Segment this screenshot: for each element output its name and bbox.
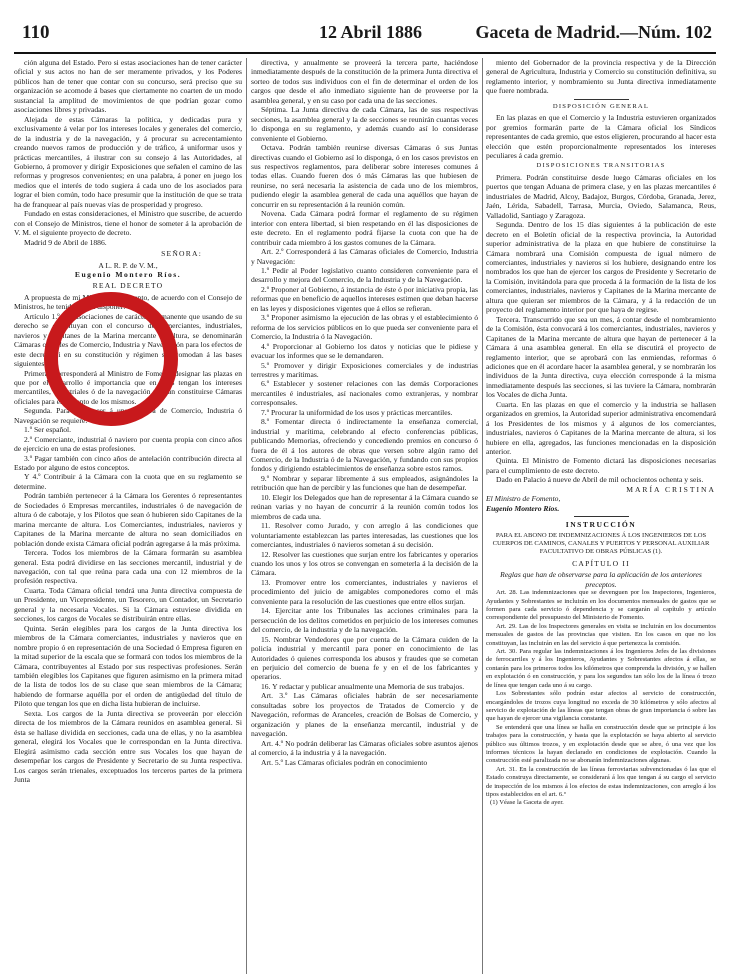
section-heading: DISPOSICIÓN GENERAL	[552, 102, 650, 110]
minister-title: El Ministro de Fomento,	[486, 494, 561, 504]
column-divider	[482, 58, 483, 974]
instruction-subtitle: PARA EL ABONO DE INDEMNIZACIONES Á LOS INGENIEROS DE LOS CUERPOS DE CAMINOS, CANALES Y PUERTOS Y PERSONAL AUXILIAR FACULTATIVO DE OBRAS PÚBLICAS (1).	[492, 531, 710, 556]
paragraph: 3.º Proponer asimismo la ejecución de las obras y el establecimiento ó reforma de los servicios públicos en lo que pueda ser conveniente para el Comercio, la Industria ó la Navegación.	[251, 313, 478, 342]
paragraph: directiva, y anualmente se proveerá la tercera parte, haciéndose inmediatamente después de la constitución de la primera Junta directiva el sorteo de todos sus individuos con el fin de determinar el orden de los cargos que desde el año inmediato siguiente han de proveerse por la asamblea general, y en su caso por cada una de las secciones.	[251, 58, 478, 105]
paragraph: Podrán también pertenecer á la Cámara los Gerentes ó representantes de Sociedades ó Empresas mercantiles, industriales ó de navegación de altura ó de cabotaje, y los Pilotos que sean ó hubieren sido Capitanes de la marina mercante de altura. Los Comerciantes, industriales, navieros y Capitanes de la Marina mercante de altura no sean domiciliados en población donde exista Cámara oficial podrán agregarse á la más próxima.	[14, 491, 242, 548]
paragraph: Cuarta. Toda Cámara oficial tendrá una Junta directiva compuesta de un Presidente, un Vicepresidente, un Tesorero, un Contador, un Secretario general y la necesaria Vocales. Si la Cámara estuviese dividida en secciones, los cargos de Vocales se distribuirán entre ellas.	[14, 585, 242, 624]
paragraph: Segunda. Dentro de los 15 días siguientes á la publicación de este decreto en el Boletín oficial de la respectiva provincia, la Autoridad superior administrativa de la plaza en que hubiere de constituirse la Cámara nombrará una Comisión compuesta de igual número de comerciantes, industriales y navieros si los hubiere, designando entre los nombrados los que han de ejercer los cargos de Presidente y Secretario de la Comisión, invitándola para que proceda á la formación de la lista de los comerciantes, industriales, navieros y Capitanes de la Marina mercante de altura que quieran ser miembros de la Cámara, y á la redacción de un proyecto del reglamento interior por que haya de regirse.	[486, 220, 716, 315]
chapter-subtitle: Reglas que han de observarse para la aplicación de los anteriores preceptos.	[500, 570, 702, 589]
paragraph: 12. Resolver las cuestiones que surjan entre los fabricantes y operarios cuando los unos y los otros se convengan en someterla á la decisión de la Cámara.	[251, 549, 478, 578]
paragraph: Sexta. Los cargos de la Junta directiva se proveerán por elección directa de los miembros de la Cámara reunidos en asamblea general. Si ésta se hallase dividida en secciones, cada una de ellas, y no la asamblea general, elegirá los Vocales que le correspondan en la Junta directiva. Elegirá asimismo cada sección entre sus Vocales los que hayan de desempeñar los cargos de Presidente y Secretario de su Junta respectiva. Los cargos serán trienales, exceptuados los terceros partes de la primera Junta	[14, 708, 242, 784]
paragraph: 16. Y redactar y publicar anualmente una Memoria de sus trabajos.	[261, 681, 465, 691]
paragraph: 15. Nombrar Vendedores que por cuenta de la Cámara cuiden de la policía industrial y mercantil para poner en conocimiento de las Autoridades ó quienes corresponda los abusos y fraudes que se cometan en perjuicio del comercio de buena fe y en el de los fabricantes y operarios.	[251, 634, 478, 682]
paragraph: Fundado en estas consideraciones, el Ministro que suscribe, de acuerdo con el Consejo de Ministros, tiene el honor de someter á la aprobación de V. M. el siguiente proyecto de decreto.	[14, 209, 242, 238]
paragraph: Tercera. Transcurrido que sea un mes, á contar desde el nombramiento de la Comisión, ésta convocará á los comerciantes, industriales, navieros y Capitanes de la Marina mercante de altura que hayan de pertenecer á la Cámara á una asamblea general. En ella se discutirá el proyecto de reglamento interior, que se aprobará con las enmiendas, reformas ó adiciones que en él acordare hacer la asamblea general, y se nombrarán los individuos de la Junta directiva, cuya elección corresponde á la misma inmediatamente después las secciones, si las tuviere la Cámara, nombrarán los Vocales de dicha Junta.	[486, 314, 716, 400]
paragraph: Quinta. El Ministro de Fomento dictará las disposiciones necesarias para el cumplimiento de este decreto.	[486, 456, 716, 475]
paragraph: 1.º Pedir al Poder legislativo cuanto consideren conveniente para el desarrollo y mejora del Comercio, de la Industria y de la Navegación.	[251, 265, 478, 285]
chapter-heading: CAPÍTULO II	[572, 558, 630, 568]
salutation: SEÑORA:	[161, 249, 202, 259]
paragraph: Y 4.º Contribuir á la Cámara con la cuota que en su reglamento se determine.	[14, 472, 242, 491]
page-number: 110	[22, 22, 50, 43]
separator	[574, 516, 629, 517]
paragraph: Primera. Podrán constituirse desde luego Cámaras oficiales en los puertos que tengan Aduana de primera clase, y en las plazas mercantiles é industriales de Madrid, Alcoy, Badajoz, Burgos, Córdoba, Granada, Jerez, Jaén, Lérida, Sabadell, Tarrasa, Murcia, Oviedo, Salamanca, Reus, Valladolid, Santiago y Zaragoza.	[486, 172, 716, 220]
paragraph: 2.º Comerciante, industrial ó naviero por cuenta propia con cinco años de ejercicio en una de estas profesiones.	[14, 434, 242, 454]
page-header	[14, 20, 716, 50]
paragraph: A propuesta de mi Ministro de Fomento, de acuerdo con el Consejo de Ministros, he tenido á bien disponer:	[14, 292, 242, 312]
paragraph: 14. Ejercitar ante los Tribunales las acciones criminales para la persecución de los delitos cometidos en perjuicio de los intereses comunes del comercio, de la industria y de la navegación.	[251, 606, 478, 635]
closing: A L. R. P. de V. M.,	[98, 260, 158, 270]
column-1	[14, 58, 242, 976]
stamp-ring	[51, 299, 171, 419]
column-3	[486, 58, 716, 976]
paragraph: Se entenderá que una línea se halla en construcción desde que se principie á los trabajos para la construcción, y hasta que la explotación se haya abierto al servicio público sus últimos trozos, y en explotación desde que se abre, ó una vez que los informes técnicos la hayan declarado en condiciones de explotación. Cuando la construcción esté paralizada no se abonarán indemnizaciones algunas.	[486, 723, 716, 765]
red-circle-stamp	[42, 290, 180, 428]
paragraph: Art. 3.º Las Cámaras oficiales habrán de ser necesariamente consultadas sobre los proyectos de Tratados de Comercio y de Navegación, reformas de Aranceles, creación de Bolsas de Comercio, y organización y planes de la enseñanza mercantil, industrial y de navegación.	[251, 691, 478, 739]
paragraph: Art. 5.º Las Cámaras oficiales podrán en conocimiento	[261, 757, 428, 767]
paragraph: Dado en Palacio á nueve de Abril de mil ochocientos ochenta y seis.	[496, 475, 704, 485]
instruction-heading: INSTRUCCIÓN	[565, 520, 637, 530]
paragraph: ción alguna del Estado. Pero si estas asociaciones han de tener carácter oficial y sus actos no han de ser meramente privados, y los Poderes públicos han de tener que contar con su concurso, será preciso que su organización se acomode á bases que ciertamente no coarten de un modo sustancial la amplitud de movimientos de que podrían gozar como asociaciones libres y privadas.	[14, 58, 242, 115]
royal-signature: MARÍA CRISTINA	[626, 484, 716, 494]
paragraph: 4.º Proporcionar al Gobierno los datos y noticias que le pidiese y evacuar los informes que se le demandaren.	[251, 341, 478, 361]
paragraph: 6.º Establecer y sostener relaciones con las demás Corporaciones mercantiles é industriales, así nacionales como extranjeras, y nombrar corresponsales.	[251, 379, 478, 408]
paragraph: Art. 2.º Corresponderá á las Cámaras oficiales de Comercio, Industria y Navegación:	[251, 247, 478, 266]
paragraph: 3.º Pagar también con cinco años de antelación contribución directa al Estado por alguno de estos conceptos.	[14, 453, 242, 473]
section-heading: DISPOSICIONES TRANSITORIAS	[536, 162, 666, 170]
footnote: (1) Véase la Gaceta de ayer.	[490, 799, 564, 807]
minister-signature: Eugenio Montero Ríos.	[486, 503, 560, 513]
paragraph: 11. Resolver como Jurado, y con arreglo á las condiciones que voluntariamente establezcan las partes interesadas, las cuestiones que los comerciantes, industriales ó navieros sometan á su decisión.	[251, 521, 478, 550]
paragraph: 9.º Nombrar y separar libremente á sus empleados, asignándoles la retribución que han de percibir y las funciones que han de desempeñar.	[251, 473, 478, 493]
issue-date: 12 Abril 1886	[319, 22, 423, 42]
dateline: Madrid 9 de Abril de 1886.	[24, 237, 107, 247]
column-divider	[246, 58, 247, 974]
paragraph: 5.º Promover y dirigir Exposiciones comerciales y de industrias terrestres y marítimas.	[251, 360, 478, 379]
paragraph: Artículo 1.º Las asociaciones de carácter permanente que usando de su derecho se constituyan con el concurso de comerciantes, industriales, navieros y Capitanes de la Marina mercante de altura, se denominarán Cámaras oficiales de Comercio, Industria y Navegación para los efectos de este decreto si en su constitución y régimen se acomodan á las bases siguientes:	[14, 311, 242, 369]
paragraph: Art. 29. Las de los Inspectores generales en visita se incluirán en los documentos mensuales de gastos de las provincias que visiten. En los casos en que no los constituyan, las incluirán en las del servicio á que pertenezca la comisión.	[486, 622, 716, 647]
gazette-title: Gaceta de Madrid.—Núm. 102	[475, 22, 712, 42]
paragraph: 7.º Procurar la uniformidad de los usos y prácticas mercantiles.	[261, 407, 453, 417]
paragraph: Cuarta. En las plazas en que el comercio y la industria se hallasen organizados en gremios, la Autoridad superior administrativa encomendará á los Presidentes de los mismos y á algunos de los comerciantes, industriales, navieros ó Capitanes de la Marina mercante de altura, si los hubiere en ella, agregados, las funciones mencionadas en la disposición anterior.	[486, 399, 716, 457]
paragraph: Tercera. Todos los miembros de la Cámara formarán su asamblea general. Esta podrá dividirse en las secciones mercantil, industrial y de navegación, con tal que reúna para cada una con 12 miembros de la profesión respectiva.	[14, 548, 242, 586]
paragraph: Octava. Podrán también reunirse diversas Cámaras ó sus Juntas directivas cuando el Gobierno así lo disponga, ó en los casos previstos en sus respectivos reglamentos, para deliberar sobre intereses comunes á todas ellas. Cuando fueren dos ó más Cámaras las que hubiesen de reunirse, no será necesaria la asistencia de cada uno de los miembros, pudiendo elegir la asamblea general de cada una aquéllos que hayan de concurrir en su representación á la reunión común.	[251, 143, 478, 209]
paragraph: Art. 31. En la construcción de las líneas ferroviarias subvencionadas ó las que el Estado construya directamente, se considerará á los que tengan á su cargo el servicio de inspección de los mismos á los efectos de estas indemnizaciones, con arreglo á los tipos establecidos en el art. 6.º	[486, 765, 716, 798]
paragraph: 1.º Ser español.	[24, 425, 72, 435]
paragraph: 13. Promover entre los comerciantes, industriales y navieros el procedimiento del juicio de amigables componedores como el más conveniente para la resolución de las cuestiones que entre ellos surjan.	[251, 577, 478, 606]
paragraph: Art. 28. Las indemnizaciones que se devenguen por los Inspectores, Ingenieros, Ayudantes y Sobrestantes se incluirán en los documentos mensuales de gastos que se formen para cada servicio ó dependencia y se cargarán al capítulo y artículo correspondiente del presupuesto del Ministerio de Fomento.	[486, 589, 716, 622]
paragraph: Art. 4.º No podrán deliberar las Cámaras oficiales sobre asuntos ajenos al comercio, á la industria y á la navegación.	[251, 738, 478, 758]
paragraph: Art. 30. Para regular las indemnizaciones á los Ingenieros Jefes de las divisiones de ferrocarriles y á los Ingenieros, Ayudantes y Sobrestantes afectos á ellas, se contarán para los primeros todos los kilómetros que comprenda la división, y se hallen en explotación ó en construcción, y para los segundos tan sólo los de la línea ó trozo de línea que tengan cada uno á su cargo.	[486, 648, 716, 689]
paragraph: 2.º Proponer al Gobierno, á instancia de éste ó por iniciativa propia, las reformas que en beneficio de aquellos intereses estimen que deban hacerse en las leyes y disposiciones vigentes que á ellos se refieran.	[251, 284, 478, 313]
column-2	[251, 58, 478, 976]
separator	[574, 99, 629, 100]
paragraph: Séptima. La Junta directiva de cada Cámara, las de sus respectivas secciones, la asamblea general y la de secciones se reunirán cuantas veces lo disponga en su reglamento, y además cuando así lo considerase conveniente el Gobierno.	[251, 105, 478, 143]
header-rule	[14, 52, 716, 54]
paragraph: 10. Elegir los Delegados que han de representar á la Cámara cuando se reúnan varias y no hayan de concurrir á la reunión común todos los miembros de cada una.	[251, 492, 478, 521]
minister-signature: Eugenio Montero Ríos.	[74, 269, 182, 279]
paragraph: 8.º Fomentar directa ó indirectamente la enseñanza comercial, industrial y marítima, celebrando al efecto conferencias públicas, publicando Memorias, ofreciendo y concediendo premios en concurso ó fuera de él á los autores de obras que versen sobre algún ramo del Comercio, de la Industria ó de la Navegación, y fundando con sus propios fondos y dirigiendo establecimientos de enseñanza sobre estos ramos.	[251, 417, 478, 474]
paragraph: Primera. Corresponderá al Ministro de Fomento designar las plazas en que por el desarrollo é importancia que en ellas tengan los intereses mercantiles, industriales ó de la navegación puedan constituirse Cámaras oficiales para el fomento de los mismos.	[14, 368, 242, 406]
paragraph: Los Sobrestantes sólo podrán estar afectos al servicio de construcción, encargándoles de trozos cuya longitud no exceda de 30 kilómetros y sólo afectos al servicio de explotación de las líneas que tengan obras de gran importancia ó sobre las que hayan de ejercer una vigilancia constante.	[486, 690, 716, 723]
paragraph: Segunda. Para pertenecer á una Cámara de Comercio, Industria ó Navegación se requiere:	[14, 406, 242, 425]
paragraph: Quinta. Serán elegibles para los cargos de la Junta directiva los miembros de la Cámara comerciantes, industriales y navieros que en nombre propio ó en representación de una Sociedad ó Empresa figuren en la mitad superior de la escala que se formará con todos los miembros de la Cámara, contribuyentes al Estado por sus respectivas profesiones. Serán también elegibles los Capitanes que figuren asimismo en la primera mitad de la lista de todos los de su clase que sean miembros de la Cámara; habiendo de formarse aquélla por el orden de antigüedad del título de Piloto que tengan los que en dicha lista hubieran de incluirse.	[14, 623, 242, 709]
paragraph: Novena. Cada Cámara podrá formar el reglamento de su régimen interior con entera libertad, si bien respetando en él las disposiciones de este decreto. En el reglamento podrá fijarse la cuota con que ha de contribuir cada miembro á los gastos comunes de la Cámara.	[251, 209, 478, 247]
section-heading: REAL DECRETO	[92, 281, 164, 291]
paragraph: Alejada de estas Cámaras la política, y dedicadas pura y exclusivamente á velar por los intereses locales y generales del comercio, de la industria y de la navegación, y á procurar su acrecentamiento creando nuevos ramos de producción y de tráfico, á uniformar usos y prácticas mercantiles, á ilustrar con su consejo á las Autoridades, al Gobierno, á promover y dirigir Exposiciones que señalen el camino de las reformas y progresos convenientes; en una palabra, á poner en juego los medios que el interés de todo sugiera á cada uno de los asociados para lograr el bien común, todo hace presumir que la institución de que se trata ha de franquear al país nuevas vías de prosperidad y progreso.	[14, 114, 242, 209]
paragraph: miento del Gobernador de la provincia respectiva y de la Dirección general de Agricultura, Industria y Comercio su constitución definitiva, su reglamento interior, y nombramiento su Junta directiva inmediatamente que fuere nombrada.	[486, 58, 716, 96]
paragraph: En las plazas en que el Comercio y la Industria estuvieren organizados por gremios formarán parte de la Cámara oficial los Síndicos representantes de cada gremio, que estos eligieren, procurando al hacer esta elección que estén proporcionalmente representados los intereses peculiares á cada gremio.	[486, 113, 716, 161]
